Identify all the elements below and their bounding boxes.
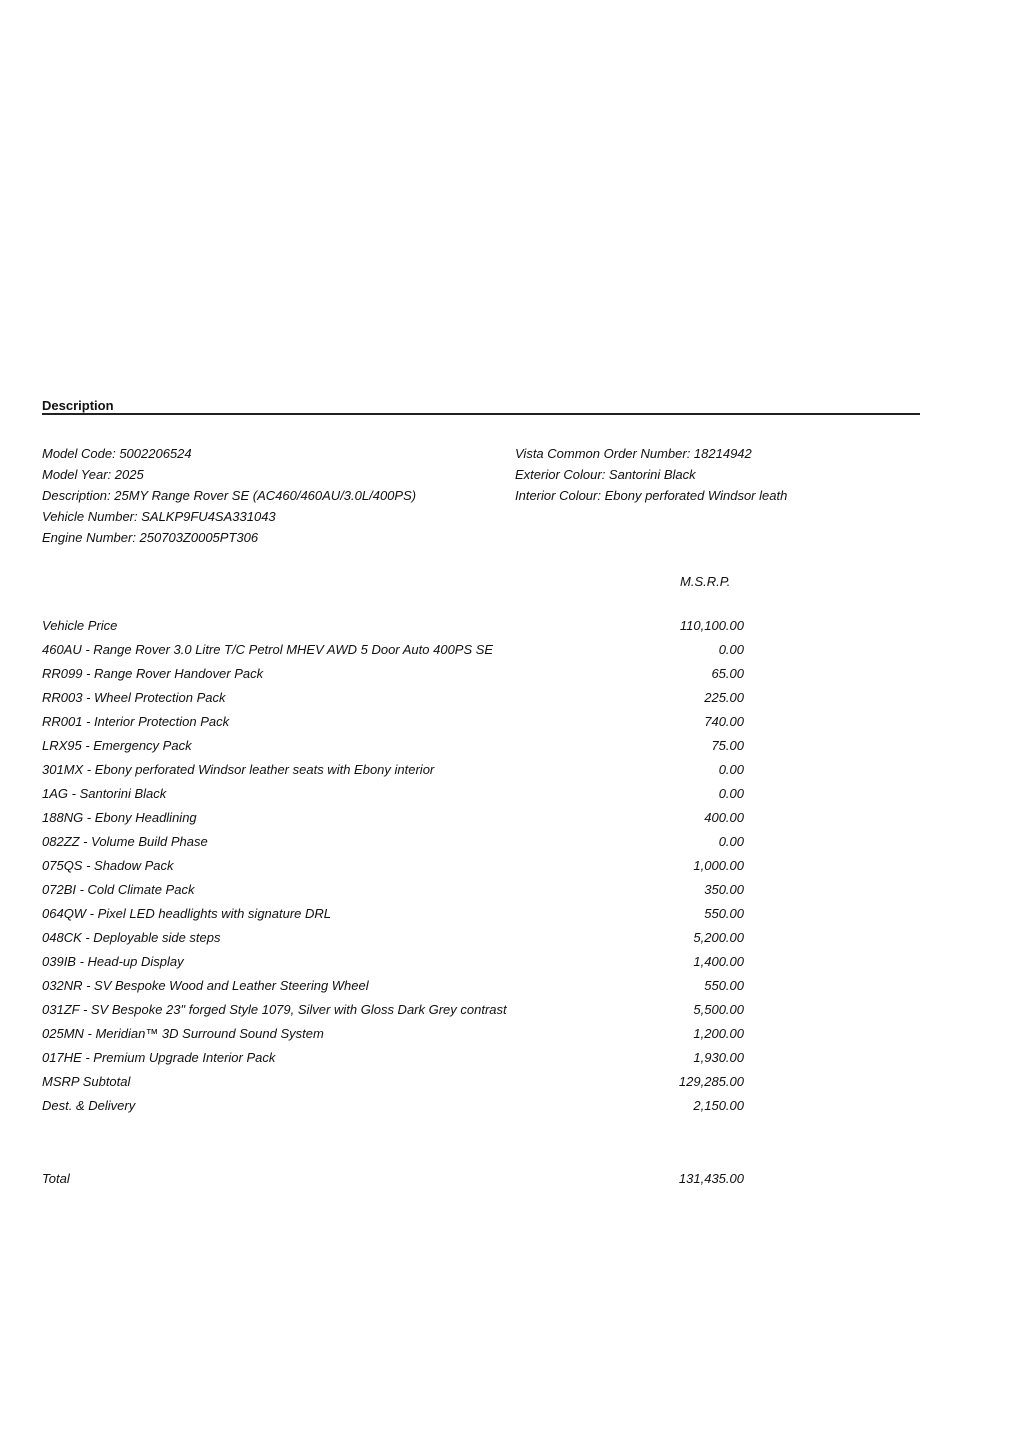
interior-colour: Interior Colour: Ebony perforated Windsor leath: [515, 488, 788, 503]
line-item-amount: 550.00: [704, 906, 744, 921]
model-code: Model Code: 5002206524: [42, 446, 192, 461]
delivery-row: [42, 1098, 744, 1118]
line-item-label: 048CK - Deployable side steps: [42, 930, 221, 945]
line-item-label: 032NR - SV Bespoke Wood and Leather Steering Wheel: [42, 978, 369, 993]
line-item-label: 075QS - Shadow Pack: [42, 858, 174, 873]
line-item: [42, 762, 744, 782]
line-item-amount: 0.00: [718, 834, 744, 849]
vehicle-description: Description: 25MY Range Rover SE (AC460/460AU/3.0L/400PS): [42, 488, 417, 503]
line-item-amount: 1,400.00: [693, 954, 744, 969]
exterior-colour: Exterior Colour: Santorini Black: [515, 467, 696, 482]
line-item-amount: 1,200.00: [693, 1026, 744, 1041]
line-item: [42, 642, 744, 662]
line-item-label: 025MN - Meridian™ 3D Surround Sound System: [42, 1026, 324, 1041]
line-item-label: Vehicle Price: [42, 618, 118, 633]
line-item-label: RR003 - Wheel Protection Pack: [42, 690, 226, 705]
order-number: Vista Common Order Number: 18214942: [515, 446, 752, 461]
vehicle-number: Vehicle Number: SALKP9FU4SA331043: [42, 509, 276, 524]
line-item: [42, 714, 744, 734]
line-item-amount: 550.00: [704, 978, 744, 993]
line-item-label: 301MX - Ebony perforated Windsor leather seats with Ebony interior: [42, 762, 435, 777]
delivery-label: Dest. & Delivery: [42, 1098, 136, 1113]
line-item: [42, 906, 744, 926]
model-year: Model Year: 2025: [42, 467, 144, 482]
total-row: [42, 1171, 744, 1191]
subtotal-row: [42, 1074, 744, 1094]
section-divider: [42, 413, 920, 415]
section-title: Description: [42, 398, 114, 413]
line-item-amount: 350.00: [704, 882, 744, 897]
line-item-label: 039IB - Head-up Display: [42, 954, 184, 969]
line-item-amount: 0.00: [718, 762, 744, 777]
delivery-amount: 2,150.00: [693, 1098, 744, 1113]
line-item: [42, 834, 744, 854]
line-item: [42, 618, 744, 638]
subtotal-label: MSRP Subtotal: [42, 1074, 131, 1089]
line-item: [42, 810, 744, 830]
line-item-amount: 5,200.00: [693, 930, 744, 945]
subtotal-amount: 129,285.00: [678, 1074, 744, 1089]
line-item-label: 082ZZ - Volume Build Phase: [42, 834, 208, 849]
line-item: [42, 738, 744, 758]
line-item-amount: 75.00: [711, 738, 744, 753]
line-item: [42, 978, 744, 998]
line-item: [42, 1002, 744, 1022]
msrp-column-header: M.S.R.P.: [680, 574, 731, 589]
line-item-label: 188NG - Ebony Headlining: [42, 810, 197, 825]
line-item: [42, 858, 744, 878]
line-item-amount: 740.00: [704, 714, 744, 729]
total-label: Total: [42, 1171, 70, 1186]
line-item-label: LRX95 - Emergency Pack: [42, 738, 192, 753]
line-item-label: 031ZF - SV Bespoke 23" forged Style 1079, Silver with Gloss Dark Grey contrast: [42, 1002, 507, 1017]
line-item-label: 072BI - Cold Climate Pack: [42, 882, 195, 897]
line-item-amount: 0.00: [718, 786, 744, 801]
line-item: [42, 954, 744, 974]
engine-number: Engine Number: 250703Z0005PT306: [42, 530, 259, 545]
line-item-amount: 1,930.00: [693, 1050, 744, 1065]
line-item-label: 064QW - Pixel LED headlights with signature DRL: [42, 906, 332, 921]
line-item-label: RR001 - Interior Protection Pack: [42, 714, 230, 729]
line-item: [42, 690, 744, 710]
line-item-label: 017HE - Premium Upgrade Interior Pack: [42, 1050, 276, 1065]
line-item-label: 460AU - Range Rover 3.0 Litre T/C Petrol MHEV AWD 5 Door Auto 400PS SE: [42, 642, 494, 657]
line-item: [42, 666, 744, 686]
line-item-amount: 400.00: [704, 810, 744, 825]
line-item: [42, 930, 744, 950]
total-amount: 131,435.00: [678, 1171, 744, 1186]
line-item: [42, 1050, 744, 1070]
line-item-label: 1AG - Santorini Black: [42, 786, 167, 801]
line-item-amount: 225.00: [704, 690, 744, 705]
line-item-amount: 0.00: [718, 642, 744, 657]
line-item: [42, 786, 744, 806]
line-item: [42, 882, 744, 902]
line-item: [42, 1026, 744, 1046]
line-item-amount: 65.00: [711, 666, 744, 681]
line-item-label: RR099 - Range Rover Handover Pack: [42, 666, 264, 681]
line-item-amount: 110,100.00: [679, 618, 744, 633]
line-item-amount: 5,500.00: [693, 1002, 744, 1017]
line-item-amount: 1,000.00: [693, 858, 744, 873]
